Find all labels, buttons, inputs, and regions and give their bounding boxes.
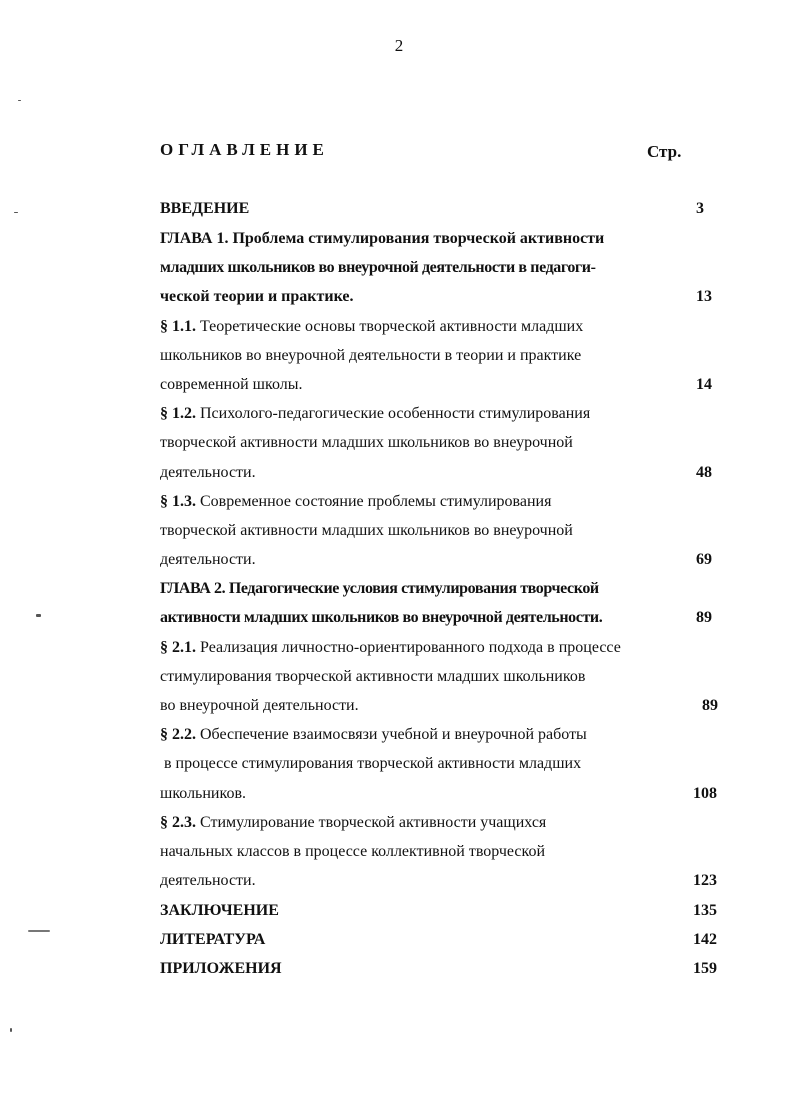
toc-entry-chapter2-line2: активности младших школьников во внеурочной деятельности.: [160, 609, 603, 626]
scan-speck: [18, 100, 21, 101]
toc-page-chapter2: 89: [696, 609, 712, 626]
toc-page-conclusion: 135: [693, 902, 717, 919]
section-title: Реализация личностно-ориентированного подхода в процессе: [200, 639, 621, 656]
toc-entry-section-2-3-line1: [160, 808, 546, 837]
toc-entry-section-2-3-line3: деятельности.: [160, 872, 256, 889]
toc-entry-section-2-3-line2: начальных классов в процессе коллективной творческой: [160, 843, 546, 860]
toc-entry-section-1-2-line1: [160, 399, 590, 428]
toc-page-section-1-1: 14: [696, 376, 712, 393]
section-number: § 2.1.: [160, 639, 196, 656]
toc-entry-section-2-2-line1: [160, 720, 587, 749]
toc-heading: ОГЛАВЛЕНИЕ: [160, 140, 329, 159]
toc-entry-section-2-2-line3: школьников.: [160, 785, 246, 802]
section-number: § 1.2.: [160, 405, 196, 422]
section-title: Теоретические основы творческой активности младших: [200, 318, 584, 335]
toc-entry-chapter1-line2: младших школьников во внеурочной деятельности в педагоги-: [160, 259, 596, 276]
toc-entry-section-2-1-line1: [160, 633, 621, 662]
toc-entry-literature: ЛИТЕРАТУРА: [160, 931, 266, 948]
scan-speck: [28, 930, 50, 932]
section-number: § 1.1.: [160, 318, 196, 335]
toc-entry-section-2-1-line3: во внеурочной деятельности.: [160, 697, 359, 714]
toc-page-section-1-3: 69: [696, 551, 712, 568]
toc-entry-section-1-3-line3: деятельности.: [160, 551, 256, 568]
toc-page-section-2-2: 108: [693, 785, 717, 802]
toc-entry-section-1-1-line1: [160, 312, 583, 341]
page-number: 2: [394, 36, 404, 55]
toc-entry-section-2-1-line2: стимулирования творческой активности младших школьников: [160, 668, 586, 685]
section-number: § 2.2.: [160, 726, 196, 743]
toc-entry-section-1-3-line2: творческой активности младших школьников во внеурочной: [160, 522, 573, 539]
section-number: § 2.3.: [160, 814, 196, 831]
toc-entry-section-1-1-line2: школьников во внеурочной деятельности в теории и практике: [160, 347, 582, 364]
toc-page-appendices: 159: [693, 960, 717, 977]
toc-entry-section-2-2-line2: в процессе стимулирования творческой активности младших: [164, 755, 582, 772]
section-title: Современное состояние проблемы стимулирования: [200, 493, 552, 510]
section-title: Стимулирование творческой активности учащихся: [200, 814, 547, 831]
toc-page-intro: 3: [696, 200, 704, 217]
toc-entry-chapter1-line3: ческой теории и практике.: [160, 288, 354, 305]
toc-entry-section-1-1-line3: современной школы.: [160, 376, 303, 393]
page-column-label: Стр.: [647, 142, 682, 161]
toc-entry-appendices: ПРИЛОЖЕНИЯ: [160, 960, 282, 977]
toc-page-section-2-1: 89: [702, 697, 718, 714]
section-number: § 1.3.: [160, 493, 196, 510]
toc-entry-section-1-3-line1: [160, 487, 551, 516]
toc-page-literature: 142: [693, 931, 717, 948]
scan-speck: [14, 212, 18, 213]
toc-entry-chapter2-line1: ГЛАВА 2. Педагогические условия стимулирования творческой: [160, 580, 599, 597]
toc-entry-section-1-2-line3: деятельности.: [160, 464, 256, 481]
toc-page-section-2-3: 123: [693, 872, 717, 889]
section-title: Психолого-педагогические особенности стимулирования: [200, 405, 591, 422]
section-title: Обеспечение взаимосвязи учебной и внеурочной работы: [200, 726, 587, 743]
toc-page-chapter1: 13: [696, 288, 712, 305]
toc-entry-intro: ВВЕДЕНИЕ: [160, 200, 250, 217]
toc-page-section-1-2: 48: [696, 464, 712, 481]
toc-entry-section-1-2-line2: творческой активности младших школьников во внеурочной: [160, 434, 573, 451]
scan-speck: [36, 614, 41, 617]
scan-speck: [10, 1028, 12, 1032]
toc-entry-chapter1-line1: ГЛАВА 1. Проблема стимулирования творческой активности: [160, 230, 605, 247]
toc-entry-conclusion: ЗАКЛЮЧЕНИЕ: [160, 902, 279, 919]
